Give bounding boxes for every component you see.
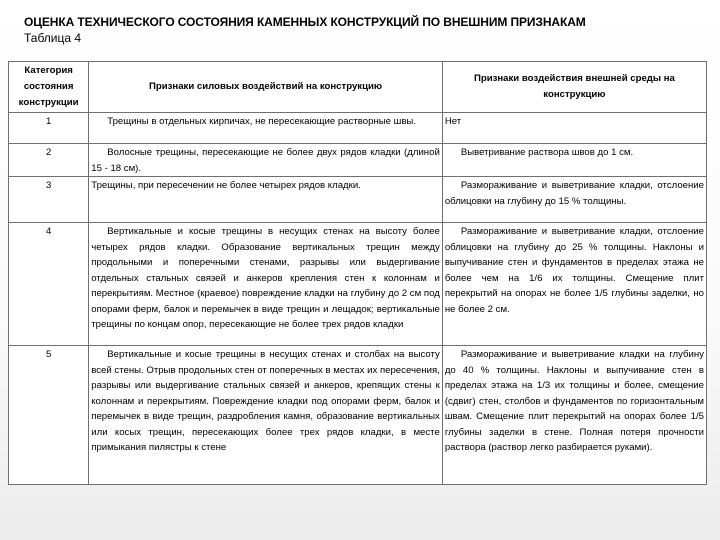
category-cell: 3 [9,177,89,223]
environment-signs-cell: Выветривание раствора швов до 1 см. [442,144,706,177]
table-row [9,177,707,223]
table-row [9,113,707,144]
environment-signs-cell: Размораживание и выветривание кладки, отслоение облицовки на глубину до 15 % толщины. [442,177,706,223]
table-row [9,346,707,485]
table-row [9,144,707,177]
force-signs-cell: Вертикальные и косые трещины в несущих стенах на высоту более четырех рядов кладки. Образование вертикальных трещин между продольными и поперечными стенами, разрывы или выдергивание отдельных стальных связей и анкеров крепления стен к колоннам и перекрытиям. Местное (краевое) повреждение кладки на глубину до 2 см под опорами ферм, балок и перемычек в виде трещин и лещадок; вертикальные трещины по концам опор, пересекающие не более трех рядов кладки [89,223,443,346]
environment-signs-cell: Нет [442,113,706,144]
force-signs-cell: Трещины, при пересечении не более четырех рядов кладки. [89,177,443,223]
category-cell: 2 [9,144,89,177]
environment-signs-cell: Размораживание и выветривание кладки, отслоение облицовки на глубину до 25 % толщины. Наклоны и выпучивание стен и фундаментов в пределах этажа не более чем на 1/6 их толщины. Смещение плит перекрытий на опорах не более 1/5 глубины заделки, но не более 2 см. [442,223,706,346]
environment-signs-cell: Размораживание и выветривание кладки на глубину до 40 % толщины. Наклоны и выпучивание стен в пределах этажа на 1/3 их толщины и более, смещение (сдвиг) стен, столбов и фундаментов по горизонтальным швам. Смещение плит перекрытий на опорах более 1/5 глубины заделки в стене. Полная потеря прочности раствора (раствор легко разбирается руками). [442,346,706,485]
header-force-signs: Признаки силовых воздействий на конструкцию [89,62,443,113]
category-cell: 1 [9,113,89,144]
page-title: ОЦЕНКА ТЕХНИЧЕСКОГО СОСТОЯНИЯ КАМЕННЫХ КОНСТРУКЦИЙ ПО ВНЕШНИМ ПРИЗНАКАМ [24,15,586,29]
table-caption: Таблица 4 [24,31,82,45]
condition-assessment-table [8,61,707,485]
force-signs-cell: Вертикальные и косые трещины в несущих стенах и столбах на высоту всей стены. Отрыв продольных стен от поперечных в местах их пересечения, разрывы или выдергивание стальных связей и анкеров, крепящих стены к колоннам и перекрытиям. Повреждение кладки под опорами ферм, балок и перемычек в виде трещин, раздробления камня, образование вертикальных или косых трещин, пересекающих более трех рядов кладки, в месте примыкания пилястры к стене [89,346,443,485]
category-cell: 5 [9,346,89,485]
category-cell: 4 [9,223,89,346]
force-signs-cell: Трещины в отдельных кирпичах, не пересекающие растворные швы. [89,113,443,144]
force-signs-cell: Волосные трещины, пересекающие не более двух рядов кладки (длиной 15 - 18 см). [89,144,443,177]
header-category: Категория состояния конструкции [9,62,89,113]
table-row [9,223,707,346]
header-environment-signs: Признаки воздействия внешней среды на конструкцию [442,62,706,113]
table-header-row [9,62,707,113]
